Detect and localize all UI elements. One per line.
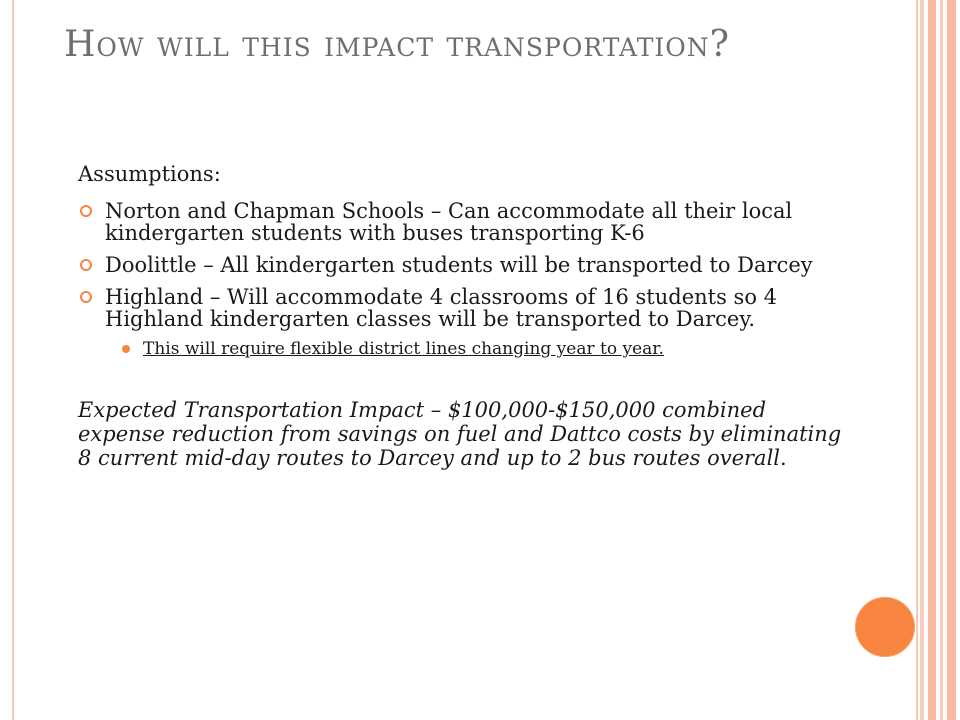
bullet-list bbox=[78, 200, 858, 360]
bullet-text: Doolittle – All kindergarten students will be transported to Darcey bbox=[105, 253, 813, 277]
impact-text: Expected Transportation Impact – $100,000-$150,000 combined expense reduction from savings on fuel and Dattco costs by eliminating 8 current mid-day routes to Darcey and up to 2 bus routes overall bbox=[78, 398, 842, 470]
dot-bullet-icon bbox=[122, 345, 130, 353]
decorative-circle-icon bbox=[855, 597, 915, 657]
ring-bullet-icon bbox=[80, 291, 92, 303]
sub-bullet-list bbox=[105, 338, 858, 360]
sub-bullet-text: This will require flexible district lines changing year to year. bbox=[143, 339, 664, 359]
decorative-stripes bbox=[920, 0, 960, 720]
slide-content bbox=[78, 160, 858, 470]
intro-text: Assumptions: bbox=[78, 162, 221, 186]
ring-bullet-icon bbox=[80, 205, 92, 217]
sub-list-item bbox=[105, 338, 858, 360]
slide-title: How will this impact transportation? bbox=[64, 24, 730, 65]
ring-bullet-icon bbox=[80, 259, 92, 271]
bullet-text: Norton and Chapman Schools – Can accommodate all their local kindergarten students with buses transporting K-6 bbox=[105, 199, 793, 245]
bullet-text: Highland – Will accommodate 4 classrooms of 16 students so 4 Highland kindergarten classes will be transported to Darcey. bbox=[105, 285, 777, 331]
impact-statement bbox=[78, 398, 858, 470]
list-item bbox=[78, 200, 858, 244]
list-item bbox=[78, 254, 858, 276]
list-item bbox=[78, 286, 858, 360]
impact-period: . bbox=[780, 446, 787, 470]
